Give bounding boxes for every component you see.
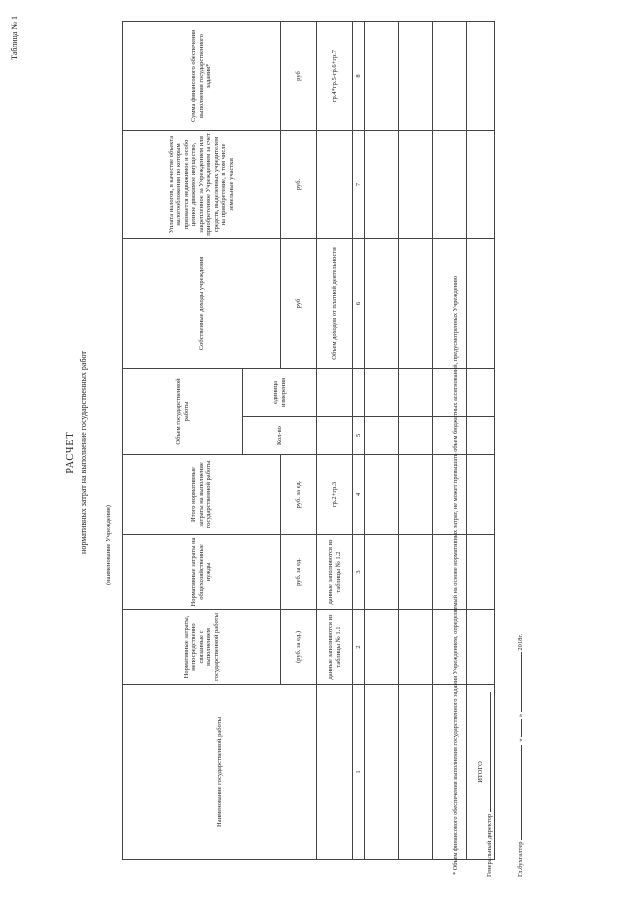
col-number-8: 8	[353, 22, 365, 131]
date-close-quote: »	[517, 713, 524, 718]
table-number: Таблица № 1	[10, 16, 19, 60]
accountant-signature-line	[515, 745, 522, 840]
unit-direct: (руб. за ед.)	[281, 610, 317, 685]
formula-own-income: Объем доходов от платной деятельности	[317, 239, 353, 369]
table-row	[365, 22, 399, 860]
header-own-income: Собственные доходы учреждения	[123, 239, 281, 369]
formula-measure	[317, 369, 353, 417]
col-number-1: 1	[353, 685, 365, 860]
col-number-5: 5	[353, 417, 365, 455]
formula-financing: гр.4*гр.5-гр.6+гр.7	[317, 22, 353, 131]
date-year: 2018г.	[517, 634, 524, 651]
table-row	[433, 22, 467, 860]
institution-hint: (наименование Учреждения)	[105, 505, 112, 585]
director-signature-line	[484, 692, 491, 812]
calculation-table	[122, 21, 495, 860]
signature-director	[484, 692, 493, 877]
header-total-costs: Итого нормативные затраты на выполнение государственной работы	[123, 455, 281, 535]
document-title: РАСЧЕТ	[65, 431, 76, 474]
formula-work-name	[317, 685, 353, 860]
col-number-7: 7	[353, 131, 365, 239]
header-general-costs: Нормативные затраты на общехозяйственные нужды	[123, 535, 281, 610]
date-month-line	[515, 652, 522, 712]
unit-taxes: руб.	[281, 131, 317, 239]
unit-total: руб. за ед.	[281, 455, 317, 535]
unit-own-income: руб	[281, 239, 317, 369]
header-work-name: Наименование государственной работы	[123, 685, 317, 860]
unit-general: руб. за ед.	[281, 535, 317, 610]
unit-financing: руб	[281, 22, 317, 131]
formula-quantity	[317, 417, 353, 455]
unit-measure: единица измерения	[243, 369, 317, 417]
col-number-2: 2	[353, 610, 365, 685]
col-number-5b	[353, 369, 365, 417]
col-number-3: 3	[353, 535, 365, 610]
date-open-quote: «	[517, 738, 524, 742]
formula-direct: данные заполняются из таблицы № 1.1	[317, 610, 353, 685]
header-volume: Объем государственной работы	[123, 369, 243, 455]
header-financing-sum: Сумма финансового обеспечения выполнения государственного задания*	[123, 22, 281, 131]
formula-total: гр.2+гр.3	[317, 455, 353, 535]
unit-quantity: Кол-во	[243, 417, 317, 455]
footnote: * Объем финансового обеспечения выполнения государственного задания Учреждением, определяемый на основе нормативных затрат, не может превышать объем бюджетных ассигнований, предусмотренных Учреждению	[452, 275, 459, 875]
formula-general: данные заполняются из таблицы № 1.2	[317, 535, 353, 610]
date-day-line	[515, 719, 522, 737]
header-taxes: Уплата налогов, в качестве объекта налогообложения по которым признается недвижимое и особо ценное движимое имущество, закрепленное за Учреждением или приобретенное Учреждением за счет средств, выделенных учредителем на приобретение, в том числе земельные участки	[123, 131, 281, 239]
col-number-4: 4	[353, 455, 365, 535]
formula-taxes	[317, 131, 353, 239]
total-label: ИТОГО	[467, 685, 495, 860]
table-row	[399, 22, 433, 860]
signature-accountant	[515, 634, 524, 877]
accountant-label: Гл.бухгалтер	[517, 841, 524, 877]
header-direct-costs: Нормативные затраты, непосредственно связанные с выполнением государственной работы	[123, 610, 281, 685]
document-subtitle: нормативных затрат на выполнение государственных работ	[79, 351, 88, 554]
col-number-6: 6	[353, 239, 365, 369]
director-label: Генеральный директор	[486, 813, 493, 877]
